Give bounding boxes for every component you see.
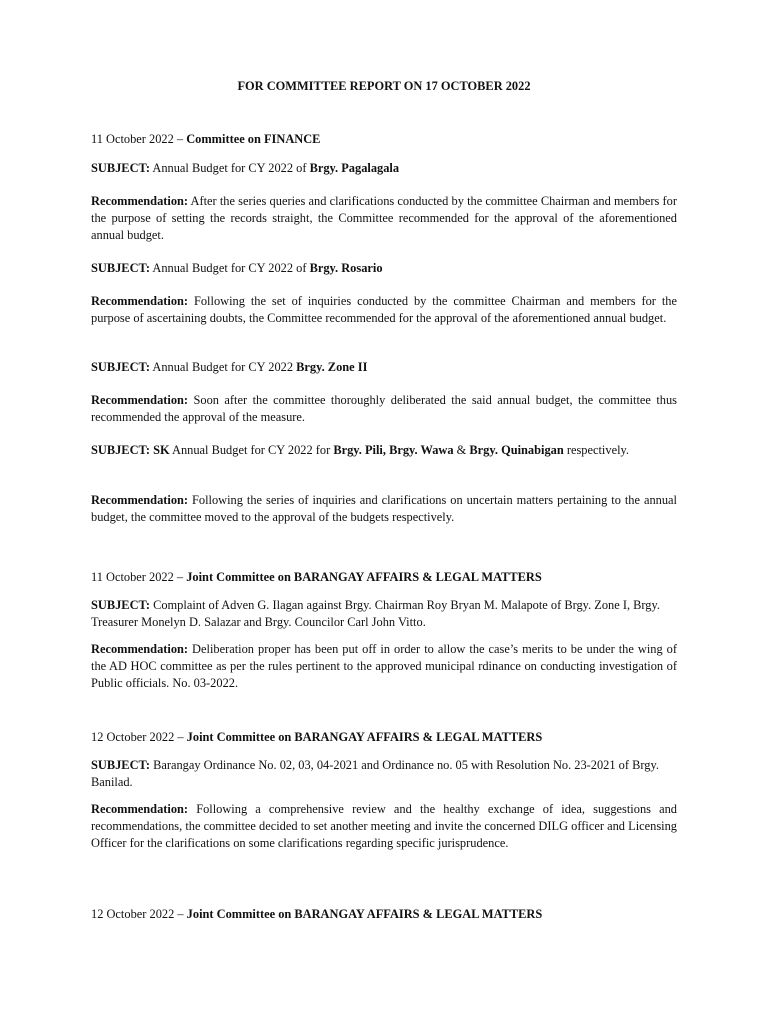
section-header-barangay-affairs [91, 729, 677, 746]
subject-label: SUBJECT: [91, 261, 150, 275]
recommendation-label: Recommendation: [91, 393, 189, 407]
committee-name: Joint Committee on BARANGAY AFFAIRS & LEGAL MATTERS [186, 570, 542, 584]
subject-label: SUBJECT: SK [91, 443, 170, 457]
committee-name: Joint Committee on BARANGAY AFFAIRS & LEGAL MATTERS [186, 730, 543, 744]
subject-text: Annual Budget for CY 2022 [149, 360, 297, 374]
subject-label: SUBJECT: [91, 161, 150, 175]
section-header-barangay-affairs [91, 569, 677, 586]
section-date: 12 October 2022 – [91, 907, 187, 921]
subject-line [91, 757, 677, 791]
recommendation-text: Following a comprehensive review and the healthy exchange of idea, suggestions and recommendations, the committee decided to set another meeting and invite the concerned DILG officer and Licensing Officer for the clarifications on some clarifications regarding specific jurisprudence. [91, 802, 677, 850]
subject-line [91, 160, 677, 177]
committee-name: Joint Committee on BARANGAY AFFAIRS & LEGAL MATTERS [186, 907, 543, 921]
recommendation-label: Recommendation: [91, 493, 189, 507]
subject-line [91, 260, 677, 277]
recommendation-label: Recommendation: [91, 642, 189, 656]
subject-line [91, 597, 677, 631]
section-header-barangay-affairs [91, 906, 677, 923]
subject-label: SUBJECT: [91, 598, 150, 612]
subject-text: Barangay Ordinance No. 02, 03, 04-2021 and Ordinance no. 05 with Resolution No. 23-2021 of Brgy. Banilad. [91, 758, 659, 789]
subject-label: SUBJECT: [91, 360, 150, 374]
subject-text: Annual Budget for CY 2022 of [149, 161, 310, 175]
recommendation-label: Recommendation: [91, 194, 189, 208]
recommendation-paragraph [91, 293, 677, 327]
page-title: FOR COMMITTEE REPORT ON 17 OCTOBER 2022 [237, 79, 531, 93]
recommendation-text: Following the set of inquiries conducted by the committee Chairman and members for the purpose of ascertaining doubts, the Committee recommended for the approval of the aforementioned annual budget. [91, 294, 677, 325]
subject-text: Annual Budget for CY 2022 of [149, 261, 310, 275]
recommendation-text: Soon after the committee thoroughly deliberated the said annual budget, the committee thus recommended the approval of the measure. [91, 393, 677, 424]
subject-line [91, 442, 677, 459]
subject-line [91, 359, 677, 376]
subject-barangay: Brgy. Rosario [309, 261, 383, 275]
subject-tail: respectively. [563, 443, 629, 457]
subject-label: SUBJECT: [91, 758, 150, 772]
section-header-finance [91, 131, 677, 148]
recommendation-text: Following the series of inquiries and clarifications on uncertain matters pertaining to the annual budget, the committee moved to the approval of the budgets respectively. [91, 493, 677, 524]
section-date: 12 October 2022 – [91, 730, 187, 744]
committee-name: Committee on FINANCE [186, 132, 321, 146]
subject-barangay: Brgy. Pagalagala [309, 161, 400, 175]
section-date: 11 October 2022 – [91, 132, 187, 146]
subject-barangay: Brgy. Zone II [296, 360, 368, 374]
recommendation-paragraph [91, 392, 677, 426]
recommendation-label: Recommendation: [91, 294, 189, 308]
recommendation-paragraph [91, 492, 677, 526]
recommendation-paragraph [91, 193, 677, 244]
recommendation-label: Recommendation: [91, 802, 189, 816]
subject-barangay: Brgy. Quinabigan [469, 443, 564, 457]
subject-barangay: Brgy. Pili, Brgy. Wawa [333, 443, 454, 457]
recommendation-text: Deliberation proper has been put off in order to allow the case’s merits to be under the wing of the AD HOC committee as per the rules pertinent to the approved municipal rdinance on conducting investigation of Public officials. No. 03-2022. [91, 642, 677, 690]
recommendation-paragraph [91, 801, 677, 852]
section-date: 11 October 2022 – [91, 570, 187, 584]
subject-text: Annual Budget for CY 2022 for [169, 443, 334, 457]
recommendation-text: After the series queries and clarifications conducted by the committee Chairman and members for the purpose of setting the records straight, the Committee recommended for the approval of the aforementioned annual budget. [91, 194, 677, 242]
subject-ampersand: & [453, 443, 470, 457]
recommendation-paragraph [91, 641, 677, 692]
subject-text: Complaint of Adven G. Ilagan against Brgy. Chairman Roy Bryan M. Malapote of Brgy. Zone I, Brgy. Treasurer Monelyn D. Salazar and Brgy. Councilor Carl John Vitto. [91, 598, 660, 629]
